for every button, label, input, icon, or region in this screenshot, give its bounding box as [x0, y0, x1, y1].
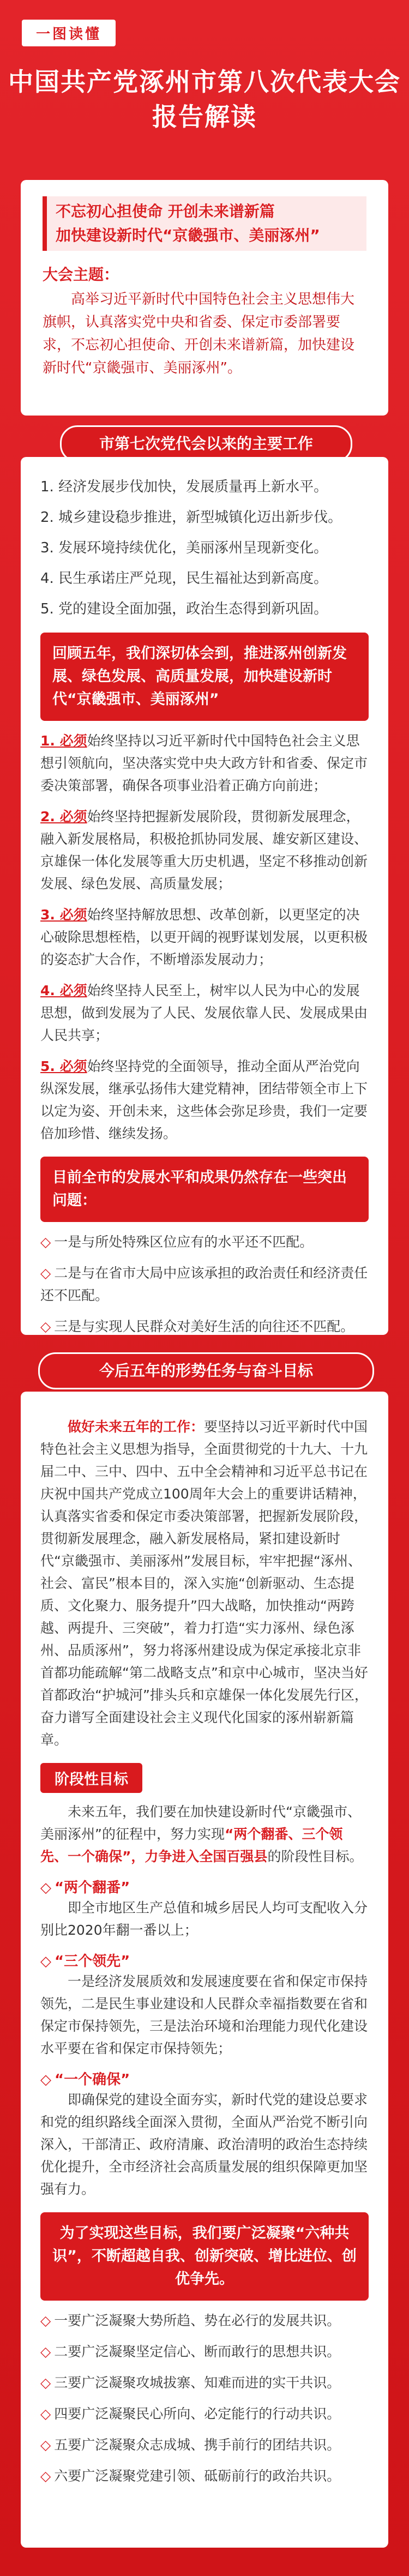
goal-head-text: “三个领先” [55, 1953, 130, 1970]
section1-card [21, 457, 388, 1335]
goal-head [40, 1950, 369, 1970]
section1-banner: 市第七次党代会以来的主要工作 [60, 425, 352, 462]
problems-banner: 目前全市的发展水平和成果仍然存在一些突出问题： [40, 1157, 369, 1222]
problem-text: 二是与在省市大局中应该承担的政治责任和经济责任还不匹配。 [40, 1265, 368, 1303]
diamond-icon: ◇ [40, 1953, 51, 1970]
diamond-icon: ◇ [40, 2437, 51, 2453]
diamond-icon: ◇ [40, 2313, 51, 2328]
theme-text: 高举习近平新时代中国特色社会主义思想伟大旗帜，认真落实党中央和省委、保定市委部署要求，不忘初心担使命、开创未来谱新篇，加快建设新时代“京畿强市、美丽涿州”。 [43, 291, 355, 376]
consensus-text: 四要广泛凝聚民心所向、必定能行的行动共识。 [54, 2406, 341, 2422]
intro-card [21, 180, 388, 416]
must-item [40, 979, 369, 1046]
achievement-item: 3. 发展环境持续优化，美丽涿州呈现新变化。 [40, 540, 328, 556]
subtitle-line-2: 加快建设新时代“京畿强市、美丽涿州” [56, 226, 320, 244]
must-key: 3. 必须 [40, 907, 87, 923]
consensus-item [40, 2372, 369, 2394]
consensus-text: 五要广泛凝聚众志成城、携手前行的团结共识。 [54, 2437, 341, 2453]
problem-item [40, 1262, 369, 1307]
achievement-item: 5. 党的建设全面加强，政治生态得到新巩固。 [40, 601, 328, 617]
diamond-icon: ◇ [40, 1319, 51, 1334]
work-paragraph [40, 1416, 369, 1751]
stage-text-red: “两个翻番、三个领先、一个确保”，力争进入全国百强县 [40, 1826, 343, 1864]
problem-item [40, 1315, 369, 1338]
must-text: 始终坚持人民至上，树牢以人民为中心的发展思想，做到发展为了人民、发展依靠人民、发展成果由人民共享； [40, 983, 368, 1043]
stage-goal-label: 阶段性目标 [40, 1763, 142, 1793]
goal-head-text: “一个确保” [55, 2072, 130, 2088]
problem-text: 三是与实现人民群众对美好生活的向往还不匹配。 [54, 1319, 354, 1334]
consensus-item [40, 2434, 369, 2456]
must-text: 始终坚持解放思想、改革创新，以更坚定的决心破除思想桎梏，以更开阔的视野谋划发展，以更积极的姿态扩大合作，不断增添发展动力； [40, 907, 368, 967]
must-key: 5. 必须 [40, 1058, 87, 1074]
problem-item [40, 1231, 369, 1253]
goal-text: 即全市地区生产总值和城乡居民人均可支配收入分别比2020年翻一番以上； [40, 1900, 368, 1938]
diamond-icon: ◇ [40, 2406, 51, 2422]
diamond-icon: ◇ [40, 1234, 51, 1250]
diamond-icon: ◇ [40, 2375, 51, 2391]
stage-text-post: 的阶段性目标。 [267, 1849, 363, 1864]
must-item [40, 730, 369, 797]
goal-text: 即确保党的建设全面夯实，新时代党的建设总要求和党的组织路线全面深入贯彻，全面从严治党不断引向深入，干部清正、政府清廉、政治清明的政治生态持续优化提升，全市经济社会高质量发展的组织保障更加坚强有力。 [40, 2092, 368, 2197]
consensus-item [40, 2403, 369, 2425]
header [0, 0, 409, 180]
must-item [40, 805, 369, 895]
goal-head [40, 1876, 369, 1897]
must-text: 始终坚持党的全面领导，推动全面从严治党向纵深发展，继承弘扬伟大建党精神，团结带领全市上下以定为姿、开创未来，这些体会弥足珍贵，我们一定要倍加珍惜、继续发扬。 [40, 1058, 368, 1141]
consensus-item [40, 2309, 369, 2332]
theme-label: 大会主题： [43, 266, 119, 284]
consensus-text: 六要广泛凝聚党建引领、砥砺前行的政治共识。 [54, 2468, 341, 2484]
must-text: 始终坚持以习近平新时代中国特色社会主义思想引领航向，坚决落实党中央大政方针和省委、保定市委决策部署，确保各项事业沿着正确方向前进； [40, 733, 368, 793]
consensus-banner: 为了实现这些目标，我们要广泛凝聚“六种共识”，不断超越自我、创新突破、增比进位、创优争先。 [40, 2212, 369, 2301]
goal-text: 一是经济发展质效和发展速度要在省和保定市保持领先，二是民生事业建设和人民群众幸福指数要在省和保定市保持领先，三是法治环境和治理能力现代化建设水平要在省和保定市保持领先； [40, 1973, 368, 2056]
consensus-item [40, 2340, 369, 2363]
must-item [40, 1055, 369, 1145]
goal-head [40, 2068, 369, 2089]
achievement-item: 2. 城乡建设稳步推进，新型城镇化迈出新步伐。 [40, 509, 342, 526]
header-tag: 一图读懂 [22, 20, 116, 46]
work-text: 要坚持以习近平新时代中国特色社会主义思想为指导，全面贯彻党的十九大、十九届二中、三中、四中、五中全会精神和习近平总书记在庆祝中国共产党成立100周年大会上的重要讲话精神，认真落实省委和保定市委决策部署，把握新发展阶段，贯彻新发展理念，融入新发展格局，紧扣建设新时代“京畿强市、美丽涿州”发展目标，牢牢把握“涿州、社会、富民”根本目的，深入实施“创新驱动、生态提质、文化聚力、服务提升”四大战略，加快推动“两跨越、两提升、三突破”，着力打造“实力涿州、绿色涿州、品质涿州”，努力将涿州建设成为保定承接北京非首都功能疏解“第二战略支点”和京中心城市，坚决当好首都政治“护城河”排头兵和京雄保一体化发展先行区，奋力谱写全面建设社会主义现代化国家的涿州崭新篇章。 [40, 1419, 368, 1748]
intro-subtitle [43, 196, 366, 251]
diamond-icon: ◇ [40, 2072, 51, 2088]
diamond-icon: ◇ [40, 2468, 51, 2484]
achievement-item: 1. 经济发展步伐加快，发展质量再上新水平。 [40, 479, 328, 495]
diamond-icon: ◇ [40, 1265, 51, 1281]
must-key: 2. 必须 [40, 809, 87, 824]
consensus-text: 一要广泛凝聚大势所趋、势在必行的发展共识。 [54, 2313, 341, 2328]
diamond-icon: ◇ [40, 2344, 51, 2360]
stage-paragraph [40, 1801, 369, 1868]
problem-text: 一是与所处特殊区位应有的水平还不匹配。 [54, 1234, 314, 1250]
consensus-item [40, 2465, 369, 2487]
must-key: 1. 必须 [40, 733, 87, 749]
achievement-list [40, 476, 369, 621]
title-line-1: 中国共产党涿州市第八次代表大会 [8, 67, 401, 97]
must-key: 4. 必须 [40, 983, 87, 998]
goal-head-text: “两个翻番” [55, 1880, 130, 1896]
must-text: 始终坚持把握新发展阶段，贯彻新发展理念，融入新发展格局，积极抢抓协同发展、雄安新区建设、京雄保一体化发展等重大历史机遇，坚定不移推动创新发展、绿色发展、高质量发展； [40, 809, 368, 892]
must-item [40, 904, 369, 971]
diamond-icon: ◇ [40, 1880, 51, 1896]
title-line-2: 报告解读 [152, 102, 257, 131]
subtitle-line-1: 不忘初心担使命 开创未来谱新篇 [56, 202, 275, 220]
stage-text-pre: 未来五年，我们要在加快建设新时代“京畿强市、美丽涿州”的征程中，努力实现 [40, 1804, 361, 1842]
review-highlight: 回顾五年，我们深切体会到，推进涿州创新发展、绿色发展、高质量发展，加快建设新时代“京畿强市、美丽涿州” [40, 633, 369, 721]
section2-banner: 今后五年的形势任务与奋斗目标 [38, 1352, 374, 1389]
work-lead: 做好未来五年的工作： [68, 1419, 204, 1435]
consensus-text: 三要广泛凝聚攻城拔寨、知难而进的实干共识。 [54, 2375, 341, 2391]
achievement-item: 4. 民生承诺庄严兑现，民生福祉达到新高度。 [40, 570, 328, 587]
section2-card [21, 1392, 388, 2548]
consensus-text: 二要广泛凝聚坚定信心、断而敢行的思想共识。 [54, 2344, 341, 2360]
page-title [0, 64, 409, 134]
